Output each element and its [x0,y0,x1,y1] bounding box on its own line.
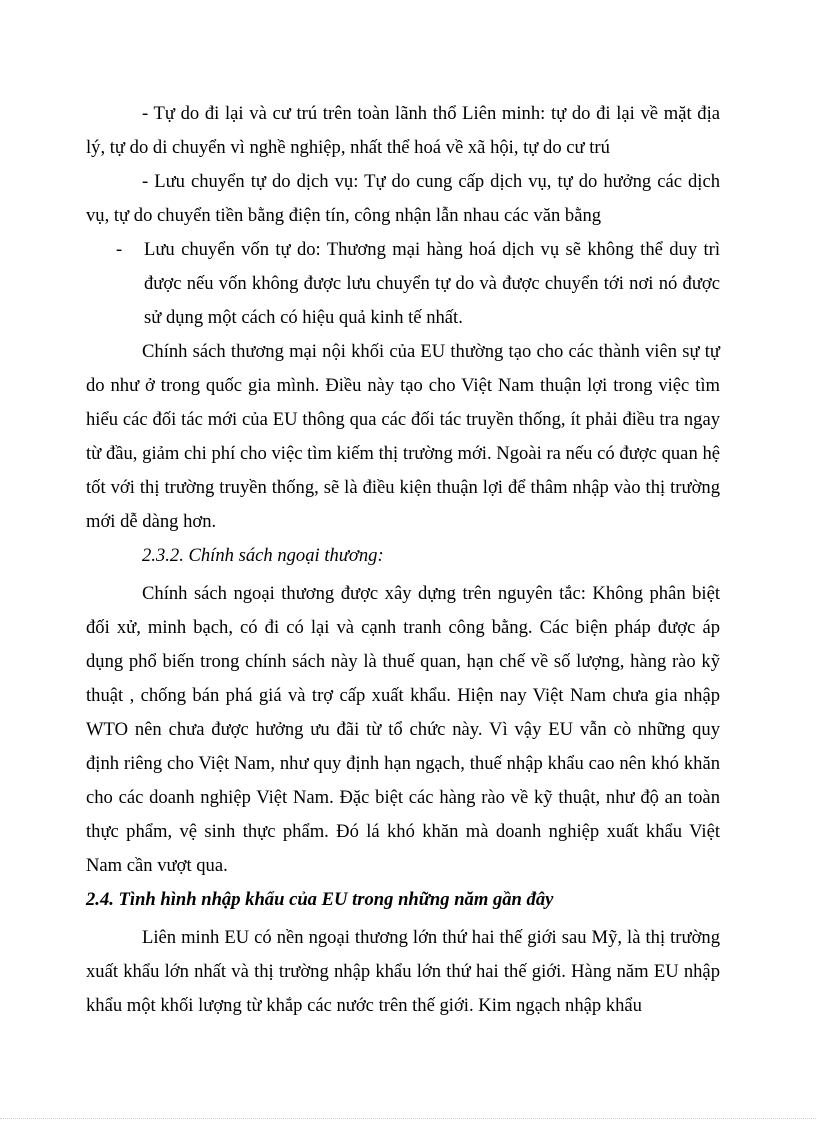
paragraph-free-movement-persons: - Tự do đi lại và cư trú trên toàn lãnh thổ Liên minh: tự do đi lại về mặt địa lý, tự do di chuyển vì nghề nghiệp, nhất thể hoá về xã hội, tự do cư trú [86,103,720,158]
paragraph-free-movement-services: - Lưu chuyển tự do dịch vụ: Tự do cung cấp dịch vụ, tự do hưởng các dịch vụ, tự do chuyển tiền bằng điện tín, công nhận lẫn nhau các văn bằng [86,171,720,226]
bullet-dash: - [116,239,123,260]
bullet-capital-text: Lưu chuyển vốn tự do: Thương mại hàng hoá dịch vụ sẽ không thể duy trì được nếu vốn không được lưu chuyển tự do và được chuyển tới nơi nó được sử dụng một cách có hiệu quả kinh tế nhất. [144,239,720,328]
page-bottom-divider [0,1118,816,1119]
subheading-foreign-trade-policy: 2.3.2. Chính sách ngoại thương: [142,545,384,566]
paragraph-internal-trade-policy: Chính sách thương mại nội khối của EU thường tạo cho các thành viên sự tự do như ở trong quốc gia mình. Điều này tạo cho Việt Nam thuận lợi trong việc tìm hiểu các đối tác mới của EU thông qua các đối tác truyền thống, ít phải điều tra ngay từ đầu, giảm chi phí cho việc tìm kiếm thị trường mới. Ngoài ra nếu có được quan hệ tốt với thị trường truyền thống, sẽ là điều kiện thuận lợi để thâm nhập vào thị trường mới dễ dàng hơn. [86,341,720,532]
section-heading-eu-imports: 2.4. Tình hình nhập khẩu của EU trong những năm gần đây [86,889,554,910]
paragraph-eu-imports: Liên minh EU có nền ngoại thương lớn thứ hai thế giới sau Mỹ, là thị trường xuất khẩu lớn nhất và thị trường nhập khẩu lớn thứ hai thế giới. Hàng năm EU nhập khẩu một khối lượng từ khắp các nước trên thế giới. Kim ngạch nhập khẩu [86,927,720,1016]
paragraph-foreign-trade-policy: Chính sách ngoại thương được xây dựng trên nguyên tắc: Không phân biệt đối xử, minh bạch, có đi có lại và cạnh tranh công bằng. Các biện pháp được áp dụng phổ biến trong chính sách này là thuế quan, hạn chế về số lượng, hàng rào kỹ thuật , chống bán phá giá và trợ cấp xuất khẩu. Hiện nay Việt Nam chưa gia nhập WTO nên chưa được hưởng ưu đãi từ tổ chức này. Vì vậy EU vẫn cò những quy định riêng cho Việt Nam, như quy định hạn ngạch, thuế nhập khẩu cao nên khó khăn cho các doanh nghiệp Việt Nam. Đặc biệt các hàng rào về kỹ thuật, như độ an toàn thực phẩm, vệ sinh thực phẩm. Đó lá khó khăn mà doanh nghiệp xuất khẩu Việt Nam cần vượt qua. [86,583,720,876]
